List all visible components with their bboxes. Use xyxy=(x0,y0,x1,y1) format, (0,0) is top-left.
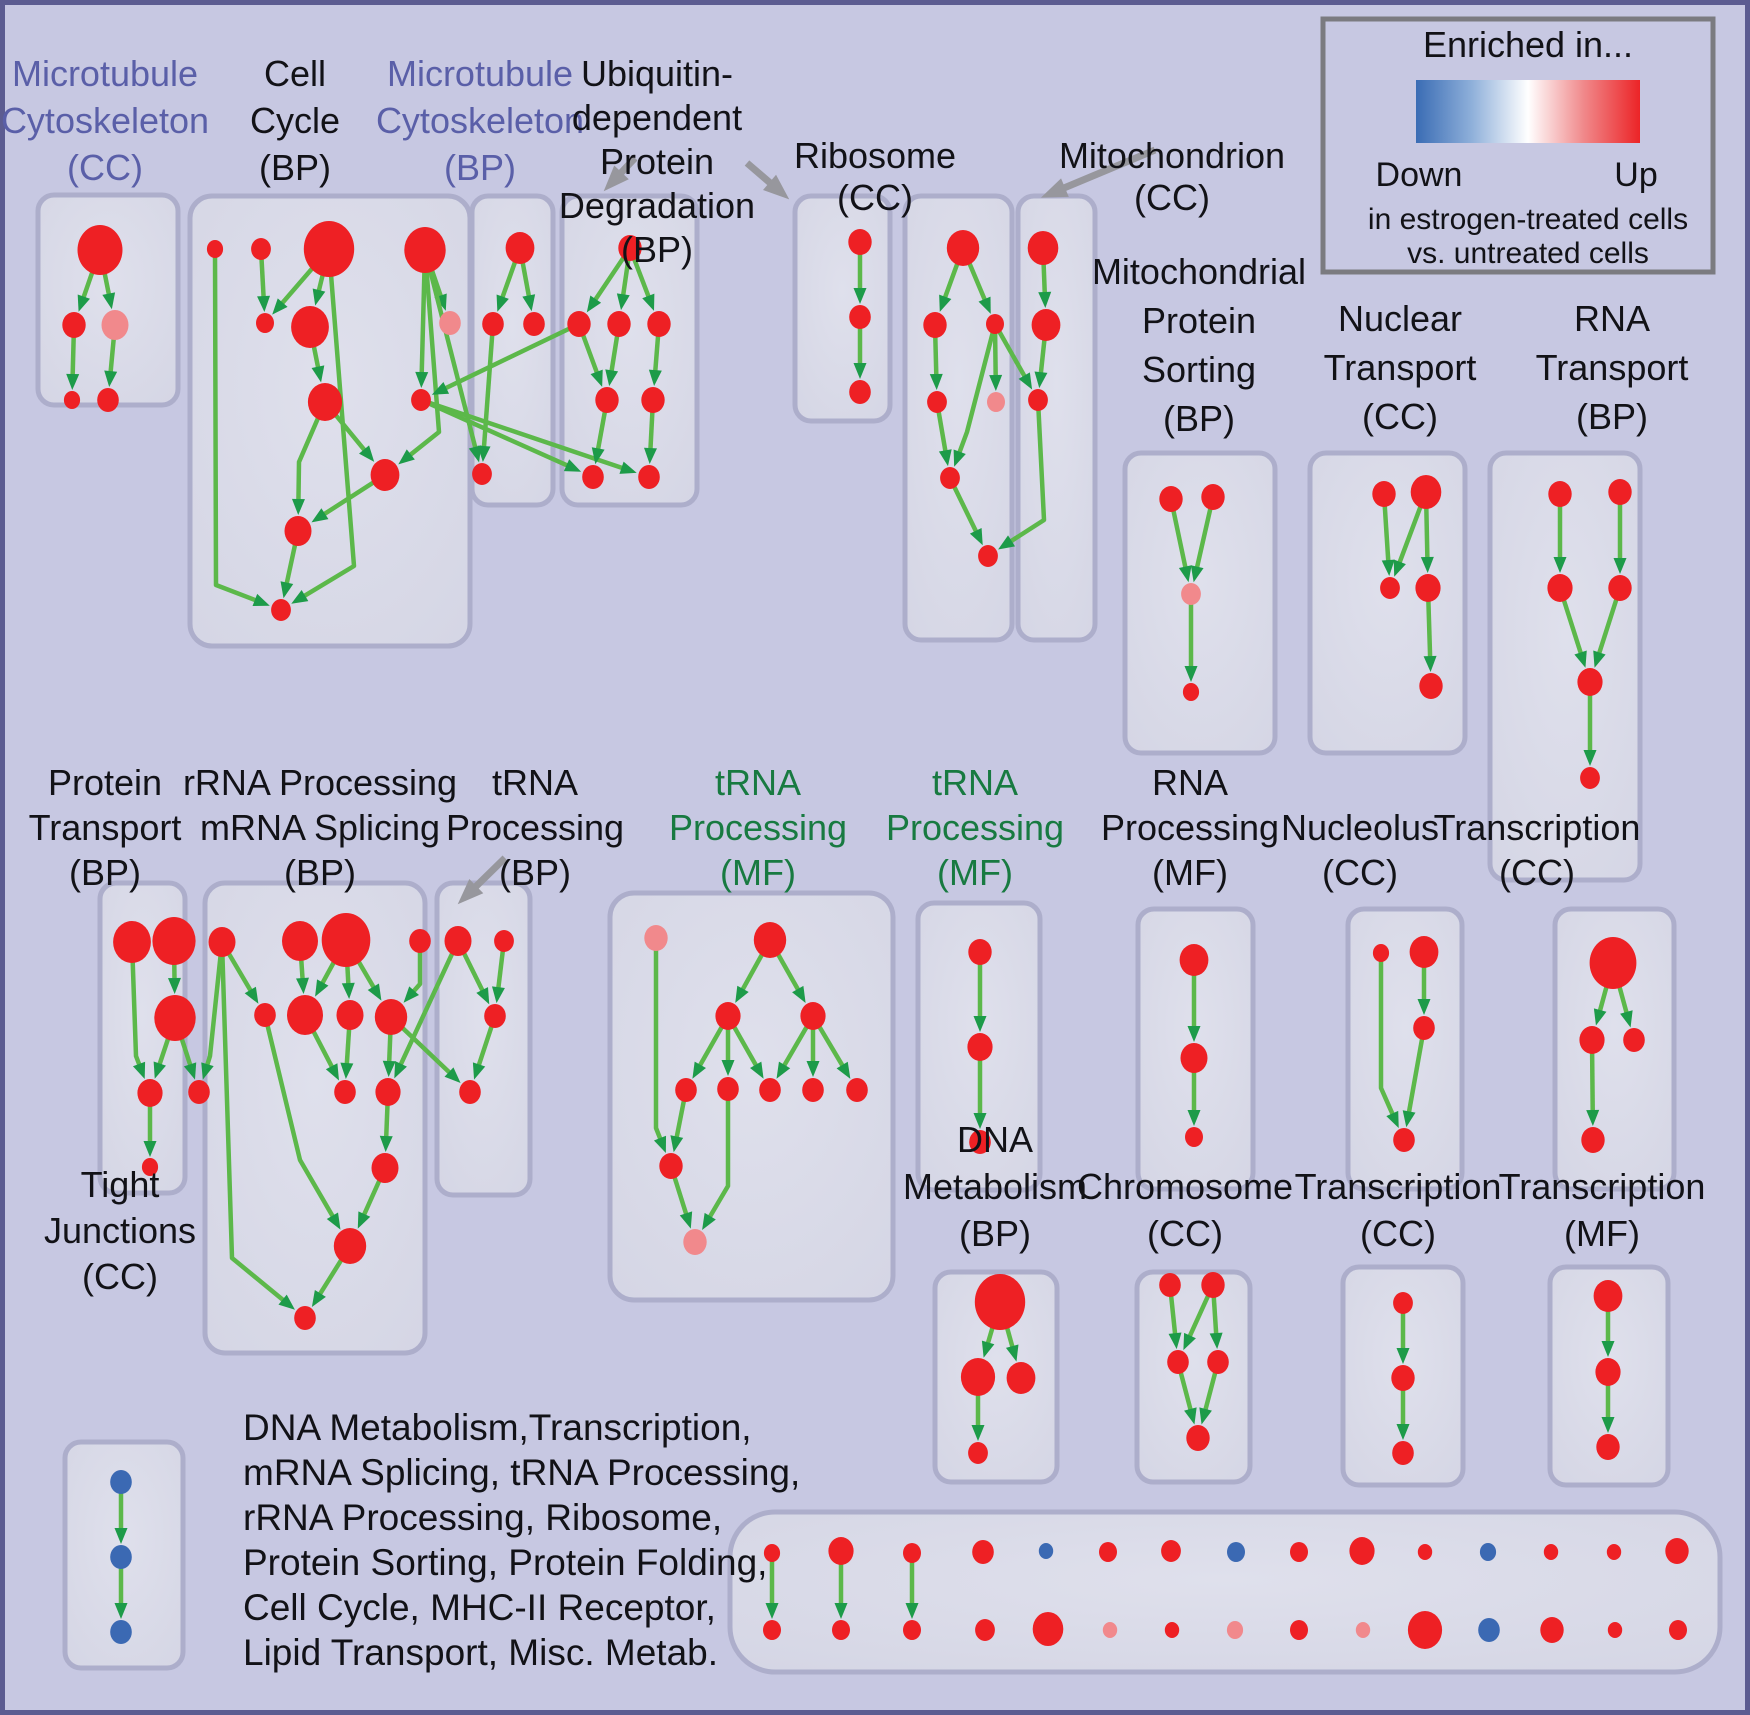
node-rrna.R13 xyxy=(294,1306,316,1330)
node-tbp.T2 xyxy=(494,930,514,952)
cluster-label-line: (BP) xyxy=(444,147,516,188)
cluster-box-chrom xyxy=(1137,1272,1250,1482)
node-rrna.R5 xyxy=(254,1003,276,1027)
node-mtcc.d xyxy=(64,391,80,409)
node-tj.n2 xyxy=(110,1545,132,1569)
node-dnam.mr xyxy=(1007,1362,1036,1394)
node-mito.MT xyxy=(1028,231,1059,265)
node-tc2.b xyxy=(1581,1127,1604,1153)
node-rrna.R3 xyxy=(322,913,371,967)
cluster-label-line: (CC) xyxy=(1322,852,1398,893)
legend-down-label: Down xyxy=(1375,156,1463,194)
node-rrna.R4 xyxy=(409,929,431,953)
node-tc3.n1 xyxy=(1393,1292,1413,1314)
legend-up-label: Up xyxy=(1614,156,1658,194)
node-misc.m7t xyxy=(1161,1540,1181,1562)
cluster-label-line: RNA xyxy=(1573,298,1651,339)
misc-categories-line: Lipid Transport, Misc. Metab. xyxy=(243,1632,719,1673)
node-misc.m5t xyxy=(1039,1543,1053,1559)
node-misc.m9b xyxy=(1290,1620,1308,1640)
misc-categories-line: Protein Sorting, Protein Folding, xyxy=(243,1542,768,1583)
cluster-label-line: mRNA Splicing xyxy=(199,807,441,848)
cluster-label-line: Nuclear xyxy=(1337,298,1463,339)
cluster-label-line: Transcription xyxy=(1433,807,1641,848)
node-msort.tl xyxy=(1159,486,1182,512)
node-misc.m15t xyxy=(1665,1538,1688,1564)
node-tbp.B xyxy=(459,1080,481,1104)
node-tmfL.L3 xyxy=(759,1078,781,1102)
node-misc.m9t xyxy=(1290,1542,1308,1562)
cluster-label-line: tRNA xyxy=(931,762,1019,803)
node-chrom.ml xyxy=(1167,1350,1189,1374)
node-cc.I xyxy=(411,389,431,411)
cluster-label-line: Cycle xyxy=(249,100,341,141)
node-mtbp.m2 xyxy=(523,312,545,336)
cluster-label-line: (CC) xyxy=(1362,396,1438,437)
node-cc.K xyxy=(285,516,312,546)
cluster-label-line: Tight xyxy=(80,1164,160,1205)
node-ptrans.l xyxy=(137,1079,162,1107)
cluster-label-line: Cytoskeleton xyxy=(375,100,585,141)
node-ptrans.x xyxy=(188,1080,210,1104)
misc-categories-line: rRNA Processing, Ribosome, xyxy=(243,1497,723,1538)
node-dnam.b xyxy=(968,1442,988,1464)
node-misc.m13t xyxy=(1544,1544,1558,1560)
node-misc.m10b xyxy=(1356,1622,1370,1638)
node-tmfL.L4 xyxy=(802,1078,824,1102)
node-ub1.m2 xyxy=(607,311,630,337)
cluster-label-line: dependent xyxy=(571,97,743,138)
node-mtbp.m1 xyxy=(482,312,504,336)
node-rtrans.b xyxy=(1580,767,1600,789)
cluster-box-rrna xyxy=(205,883,425,1353)
cluster-label-line: Protein xyxy=(599,141,715,182)
node-tc3.n2 xyxy=(1391,1365,1414,1391)
node-chrom.tl xyxy=(1159,1273,1181,1297)
node-cc.C xyxy=(304,221,354,277)
node-tj.n1 xyxy=(110,1470,132,1494)
cluster-label-line: Protein xyxy=(47,762,163,803)
node-rib.MC xyxy=(986,314,1004,334)
node-tmf.n3 xyxy=(1596,1434,1619,1460)
node-tmf.n2 xyxy=(1595,1358,1620,1386)
cluster-label-line: (BP) xyxy=(621,229,693,270)
node-ubc.c3 xyxy=(849,380,871,404)
node-ntrans.mr xyxy=(1415,574,1440,602)
node-misc.m5b xyxy=(1033,1612,1064,1646)
cluster-label-line: Transcription xyxy=(1498,1166,1706,1207)
node-rrna.R2 xyxy=(282,921,318,961)
legend-title: Enriched in... xyxy=(1422,24,1634,65)
node-rib.M2 xyxy=(940,467,960,489)
node-tj.n3 xyxy=(110,1620,132,1644)
node-misc.m15b xyxy=(1669,1620,1687,1640)
node-tmfL.L2 xyxy=(717,1077,739,1101)
node-mito.MM xyxy=(1032,309,1061,341)
node-mtcc.a xyxy=(78,225,123,275)
misc-categories-line: DNA Metabolism,Transcription, xyxy=(243,1407,752,1448)
node-tmfL.M1 xyxy=(715,1002,740,1030)
cluster-label-line: Mitochondrial xyxy=(1091,251,1307,292)
cluster-box-misc xyxy=(730,1512,1720,1672)
node-rrna.R1 xyxy=(209,927,236,957)
node-nuc.tl xyxy=(1373,944,1389,962)
node-rpmf.n3 xyxy=(1185,1127,1203,1147)
node-misc.m6t xyxy=(1099,1542,1117,1562)
node-ub1.m1 xyxy=(567,311,590,337)
cluster-label-line: Junctions xyxy=(43,1210,197,1251)
node-misc.m2t xyxy=(828,1537,853,1565)
cluster-label-line: Processing xyxy=(1100,807,1280,848)
node-tc2.t xyxy=(1590,937,1637,989)
cluster-label-line: Microtubule xyxy=(11,53,199,94)
node-tbp.T1 xyxy=(445,926,472,956)
cluster-label-line: DNA xyxy=(956,1119,1034,1160)
cluster-label-line: Sorting xyxy=(1141,349,1257,390)
node-misc.m1b xyxy=(763,1620,781,1640)
node-ub1.l2 xyxy=(641,387,664,413)
node-tmf.n1 xyxy=(1594,1280,1623,1312)
misc-categories-line: Cell Cycle, MHC-II Receptor, xyxy=(243,1587,716,1628)
cluster-label-line: (CC) xyxy=(837,177,913,218)
node-rtrans.mid xyxy=(1577,668,1602,696)
node-tc2.mr xyxy=(1623,1028,1645,1052)
node-msort.p xyxy=(1181,583,1201,605)
node-dnam.ml xyxy=(961,1358,995,1396)
cluster-label-line: Chromosome xyxy=(1076,1166,1294,1207)
node-rib.LL xyxy=(927,391,947,413)
cluster-label-line: RNA xyxy=(1151,762,1229,803)
node-rib.P xyxy=(987,392,1005,412)
node-ntrans.tl xyxy=(1372,481,1395,507)
node-ub1.b1 xyxy=(582,465,604,489)
cluster-label-line: Mitochondrion xyxy=(1058,135,1286,176)
cluster-label-line: Processing xyxy=(885,807,1065,848)
node-misc.m6b xyxy=(1103,1622,1117,1638)
node-misc.m3b xyxy=(903,1620,921,1640)
cluster-label-line: (MF) xyxy=(1152,852,1228,893)
cluster-label-line: (CC) xyxy=(1147,1213,1223,1254)
node-ntrans.b xyxy=(1419,673,1442,699)
node-ptrans.t2 xyxy=(152,917,195,965)
node-tmfS.n2 xyxy=(967,1033,992,1061)
cluster-label-line: (BP) xyxy=(69,852,141,893)
cluster-label-line: Cytoskeleton xyxy=(0,100,210,141)
node-misc.m14b xyxy=(1608,1622,1622,1638)
node-tmfL.L5 xyxy=(846,1078,868,1102)
node-chrom.mr xyxy=(1207,1350,1229,1374)
node-rrna.R12 xyxy=(334,1228,366,1264)
cluster-label-line: Transport xyxy=(1535,347,1689,388)
node-ptrans.m xyxy=(154,995,195,1041)
legend-subtitle-line2: vs. untreated cells xyxy=(1407,237,1649,270)
node-misc.m4t xyxy=(972,1540,994,1564)
node-nuc.tr xyxy=(1410,936,1439,968)
cluster-label-line: (CC) xyxy=(82,1256,158,1297)
node-mtcc.c xyxy=(102,310,129,340)
node-rtrans.mr xyxy=(1608,575,1631,601)
node-ub1.m3 xyxy=(647,311,670,337)
node-misc.m3t xyxy=(903,1543,921,1563)
node-misc.m2b xyxy=(832,1620,850,1640)
node-rpmf.n2 xyxy=(1181,1043,1208,1073)
node-tbp.M xyxy=(484,1004,506,1028)
legend-subtitle-line1: in estrogen-treated cells xyxy=(1367,203,1689,236)
node-misc.m8t xyxy=(1227,1542,1245,1562)
node-cc.E xyxy=(256,313,274,333)
cluster-label-line: (MF) xyxy=(1564,1213,1640,1254)
cluster-label-line: (BP) xyxy=(499,852,571,893)
cluster-label-line: Processing xyxy=(668,807,848,848)
node-cc.G xyxy=(439,311,461,335)
node-misc.m12b xyxy=(1478,1618,1500,1642)
cluster-label-line: (BP) xyxy=(1576,396,1648,437)
node-ub1.l1 xyxy=(595,387,618,413)
cluster-label-line: (BP) xyxy=(1163,398,1235,439)
node-misc.m12t xyxy=(1480,1543,1496,1561)
node-misc.m14t xyxy=(1607,1544,1621,1560)
node-cc.L xyxy=(271,599,291,621)
node-misc.m8b xyxy=(1227,1621,1243,1639)
node-misc.m13b xyxy=(1540,1617,1563,1643)
node-cc.F xyxy=(291,306,329,348)
node-tmfS.n1 xyxy=(968,939,991,965)
legend xyxy=(1323,19,1713,272)
node-tc3.n3 xyxy=(1392,1441,1414,1465)
node-dnam.big xyxy=(975,1274,1025,1330)
node-misc.m10t xyxy=(1349,1537,1374,1565)
node-rtrans.ml xyxy=(1547,574,1572,602)
node-mtcc.b xyxy=(62,312,85,338)
node-misc.m4b xyxy=(975,1619,995,1641)
cluster-label-line: Transport xyxy=(28,807,182,848)
cluster-label-line: Metabolism xyxy=(902,1166,1088,1207)
cluster-label-line: (CC) xyxy=(67,147,143,188)
node-rrna.R11 xyxy=(372,1153,399,1183)
cluster-label-line: tRNA xyxy=(491,762,579,803)
node-nuc.b xyxy=(1393,1128,1415,1152)
node-chrom.tr xyxy=(1201,1272,1224,1298)
node-rib.ML xyxy=(923,312,946,338)
node-ntrans.tr xyxy=(1411,475,1442,509)
cluster-label-line: Degradation xyxy=(558,185,756,226)
legend-gradient-bar xyxy=(1416,80,1640,143)
cluster-box-ubc xyxy=(795,196,890,421)
cluster-label-line: Processing xyxy=(445,807,625,848)
cluster-label-line: Ribosome xyxy=(793,135,957,176)
cluster-label-line: (CC) xyxy=(1134,177,1210,218)
node-mtbp.bot xyxy=(472,463,492,485)
node-rrna.R6 xyxy=(287,995,323,1035)
node-tmfL.ML xyxy=(659,1153,682,1179)
node-rtrans.tr xyxy=(1608,479,1631,505)
cluster-label-line: Protein xyxy=(1141,300,1257,341)
node-mtbp.t xyxy=(506,232,535,264)
cluster-label-line: Transcription xyxy=(1294,1166,1502,1207)
misc-categories-line: mRNA Splicing, tRNA Processing, xyxy=(243,1452,801,1493)
node-tmfL.P1 xyxy=(644,925,667,951)
cluster-label-line: Microtubule xyxy=(386,53,574,94)
node-tmfL.M2 xyxy=(800,1002,825,1030)
node-rpmf.n1 xyxy=(1180,944,1209,976)
node-tc2.ml xyxy=(1579,1026,1604,1054)
node-cc.D xyxy=(404,227,445,273)
node-rrna.R9 xyxy=(334,1080,356,1104)
cluster-label-line: (BP) xyxy=(259,147,331,188)
node-rib.T xyxy=(947,230,979,266)
node-rrna.R7 xyxy=(337,1000,364,1030)
node-tmfL.L1 xyxy=(675,1078,697,1102)
node-cc.B xyxy=(251,238,271,260)
node-tmfL.BP xyxy=(683,1229,706,1255)
cluster-label-line: (BP) xyxy=(284,852,356,893)
node-cc.J xyxy=(371,459,400,491)
cluster-label-line: (CC) xyxy=(1360,1213,1436,1254)
cluster-label-line: Nucleolus xyxy=(1280,807,1440,848)
node-cc.A xyxy=(207,240,223,258)
cluster-label-line: Cell xyxy=(263,53,327,94)
cluster-label-line: tRNA xyxy=(714,762,802,803)
node-ubc.c1 xyxy=(848,229,871,255)
cluster-label-line: Ubiquitin- xyxy=(580,53,734,94)
cluster-label-line: (MF) xyxy=(720,852,796,893)
node-rrna.R8 xyxy=(375,999,407,1035)
node-mito.MB xyxy=(1028,389,1048,411)
cluster-label-line: (BP) xyxy=(959,1213,1031,1254)
node-msort.tr xyxy=(1201,484,1224,510)
cluster-box-msort xyxy=(1125,453,1275,753)
node-misc.m7b xyxy=(1165,1622,1179,1638)
node-misc.m11t xyxy=(1418,1544,1432,1560)
cluster-label-line: Transport xyxy=(1323,347,1477,388)
node-ubc.c2 xyxy=(849,305,871,329)
node-ntrans.ml xyxy=(1380,577,1400,599)
node-misc.m11b xyxy=(1408,1611,1442,1649)
cluster-label-line: (MF) xyxy=(937,852,1013,893)
node-ptrans.t1 xyxy=(113,921,151,963)
node-chrom.b xyxy=(1186,1425,1209,1451)
cluster-label-line: rRNA Processing xyxy=(182,762,458,803)
cluster-label-line: (CC) xyxy=(1499,852,1575,893)
node-mtcc.e xyxy=(97,388,119,412)
node-msort.b xyxy=(1183,683,1199,701)
node-rrna.R10 xyxy=(375,1078,400,1106)
node-nuc.mr xyxy=(1413,1016,1435,1040)
node-rtrans.tl xyxy=(1548,481,1571,507)
node-rib.Bot xyxy=(978,545,998,567)
cluster-box-mito xyxy=(1018,196,1095,640)
node-tmfL.T xyxy=(754,922,786,958)
node-cc.H xyxy=(308,383,342,421)
node-ub1.b2 xyxy=(638,465,660,489)
